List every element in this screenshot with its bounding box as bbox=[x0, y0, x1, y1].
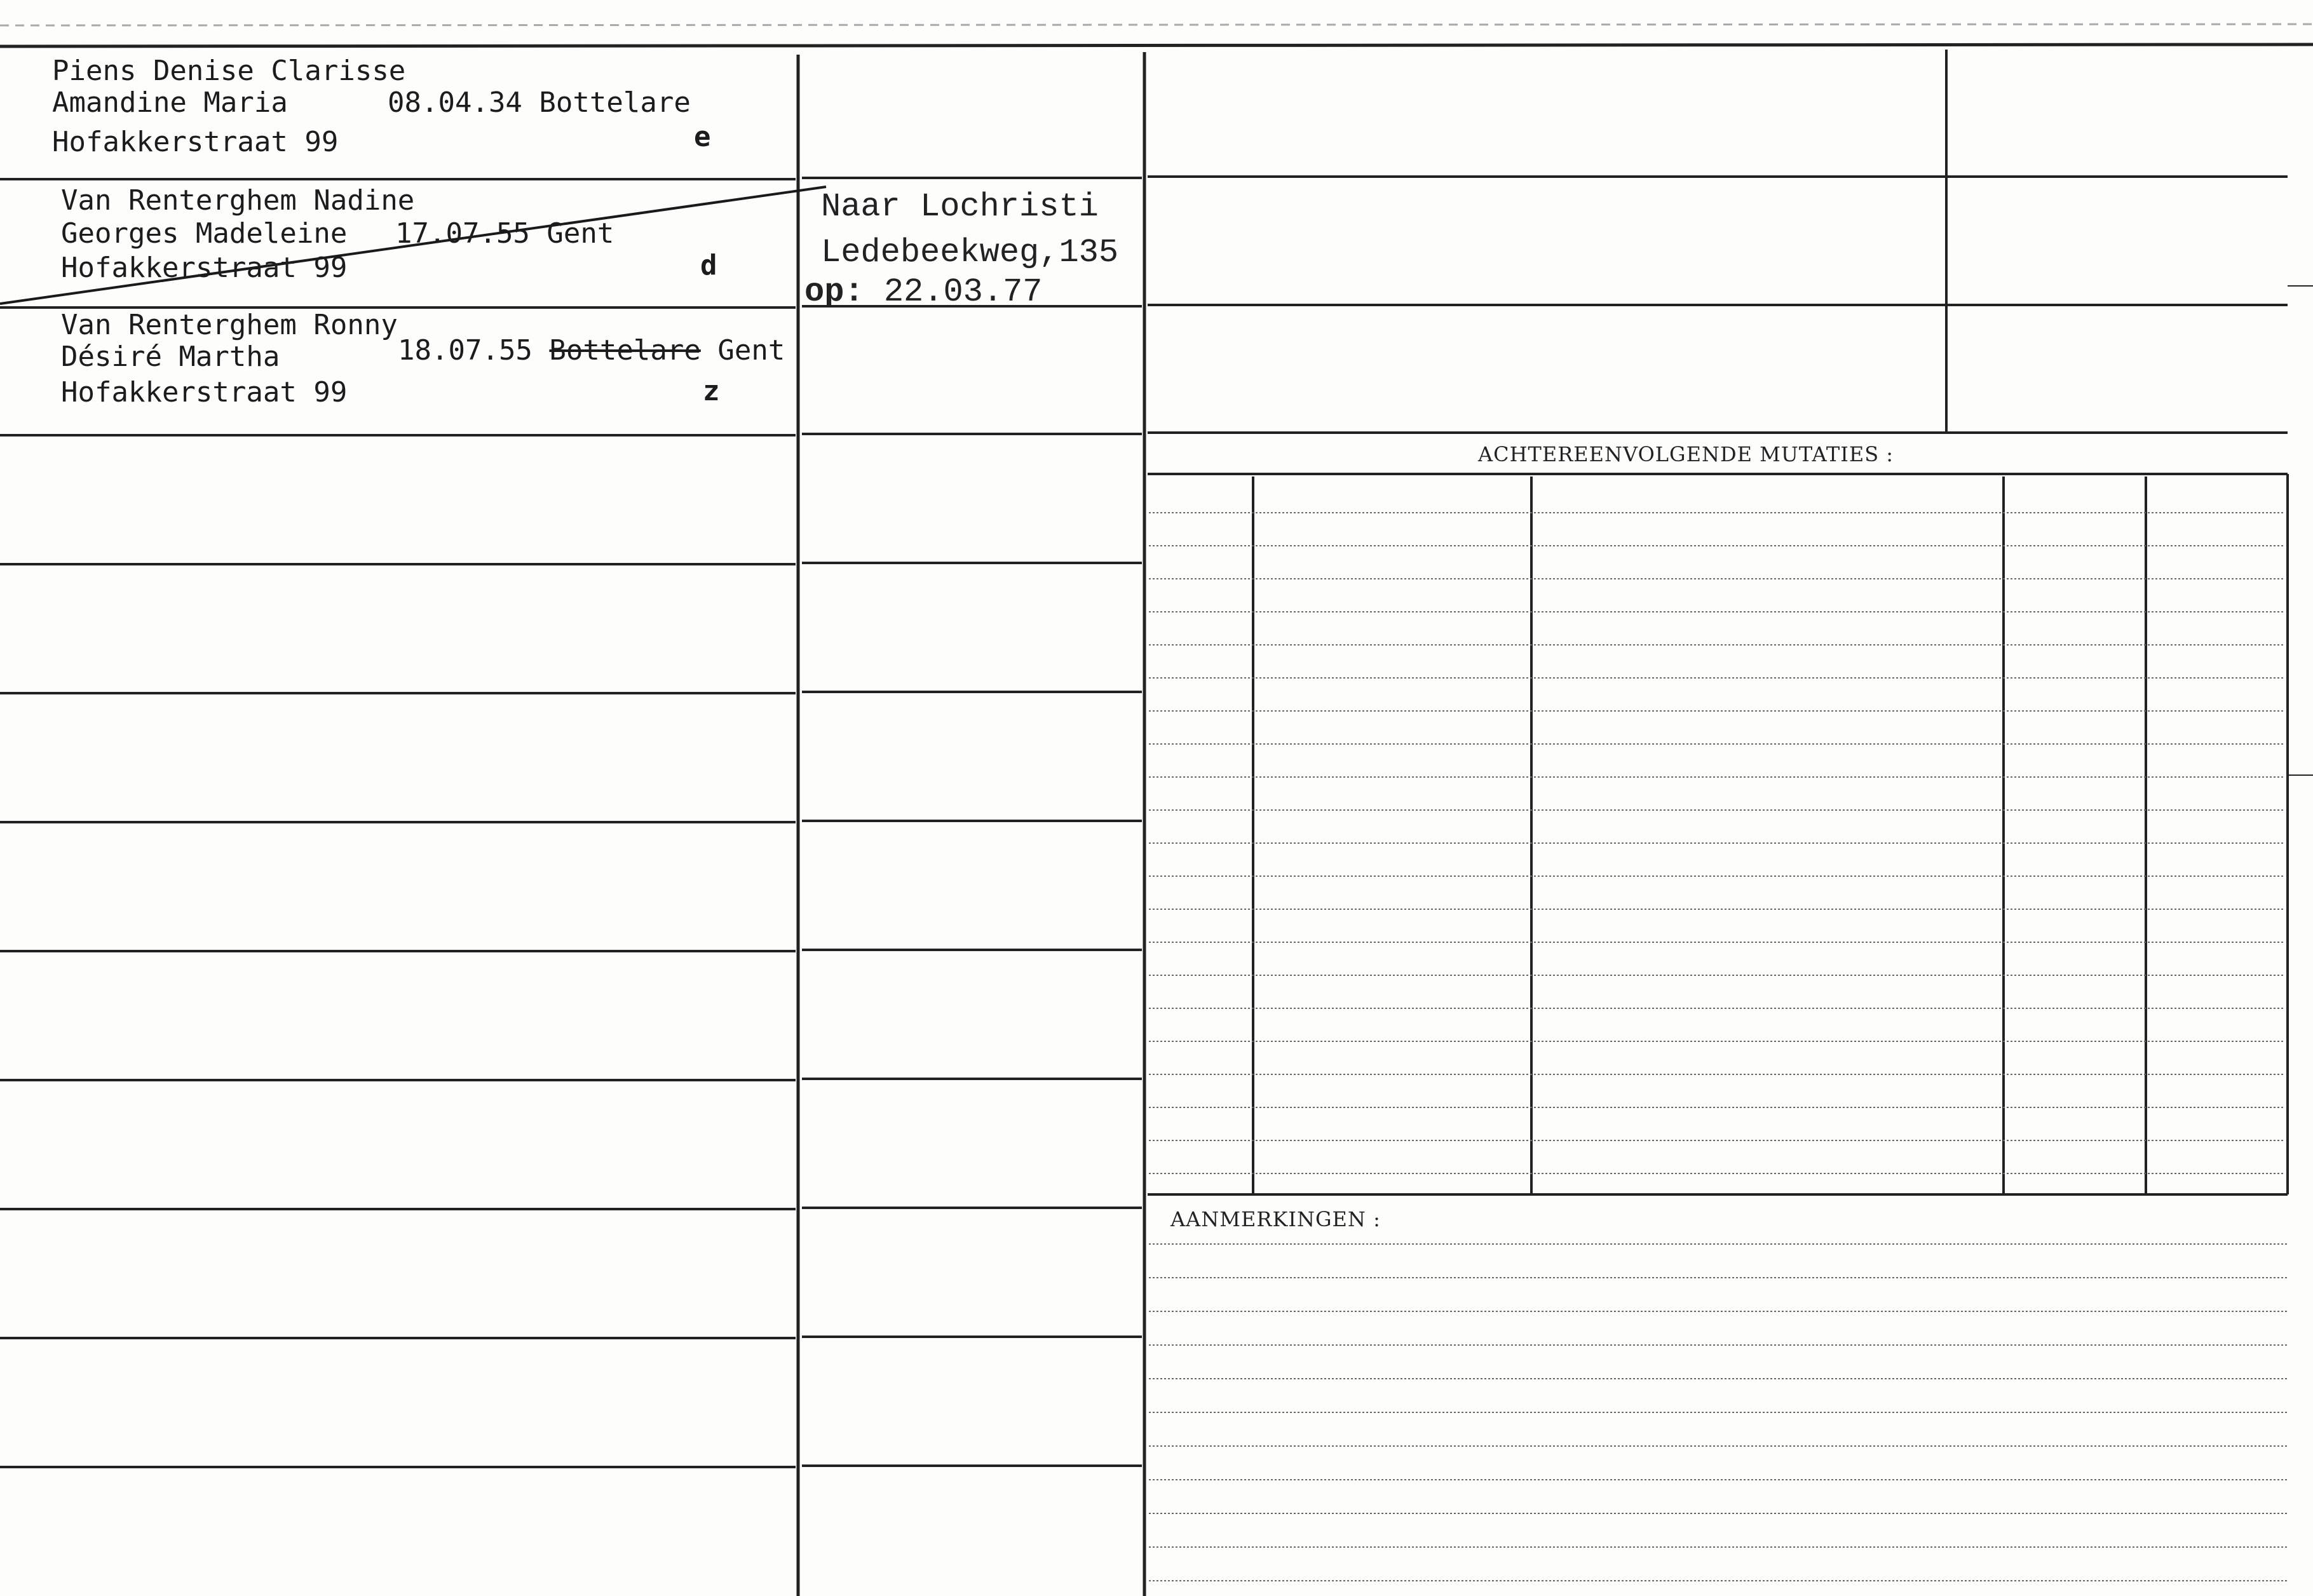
move-note-line1: Naar Lochristi bbox=[821, 188, 1099, 226]
remarks-heading: AANMERKINGEN : bbox=[1170, 1207, 1381, 1231]
person-entry-1-name-line2: Amandine Maria bbox=[52, 86, 288, 119]
person-entry-2-address: Hofakkerstraat 99 bbox=[61, 252, 348, 284]
person-entry-2-name-line2: Georges Madeleine bbox=[61, 217, 348, 250]
person-entry-3-birth-place: Gent bbox=[717, 334, 785, 367]
person-entry-3-birth bbox=[398, 333, 785, 369]
move-note-date: 22.03.77 bbox=[883, 273, 1043, 311]
person-entry-1-code: e bbox=[694, 121, 711, 153]
move-note-date-line bbox=[804, 269, 1042, 315]
person-entry-3-address: Hofakkerstraat 99 bbox=[61, 376, 348, 409]
person-entry-1-address: Hofakkerstraat 99 bbox=[52, 126, 339, 158]
person-entry-3-code: z bbox=[703, 375, 720, 407]
person-entry-2-birth: 17.07.55 Gent bbox=[395, 217, 614, 250]
person-entry-1-name-line1: Piens Denise Clarisse bbox=[52, 55, 406, 87]
mutations-heading: ACHTEREENVOLGENDE MUTATIES : bbox=[1478, 442, 1894, 466]
move-note-line2: Ledebeekweg,135 bbox=[821, 234, 1119, 271]
person-entry-3-name-line2: Désiré Martha bbox=[61, 341, 280, 373]
move-note-label: op: bbox=[804, 273, 864, 311]
person-entry-1-birth: 08.04.34 Bottelare bbox=[388, 86, 691, 119]
person-entry-2-name-line1: Van Renterghem Nadine bbox=[61, 184, 415, 217]
person-entry-3-birth-struck: Bottelare bbox=[549, 334, 701, 367]
person-entry-3-birth-date: 18.07.55 bbox=[398, 334, 532, 367]
person-entry-2-code: d bbox=[700, 249, 717, 281]
person-entry-3-name-line1: Van Renterghem Ronny bbox=[61, 309, 398, 341]
